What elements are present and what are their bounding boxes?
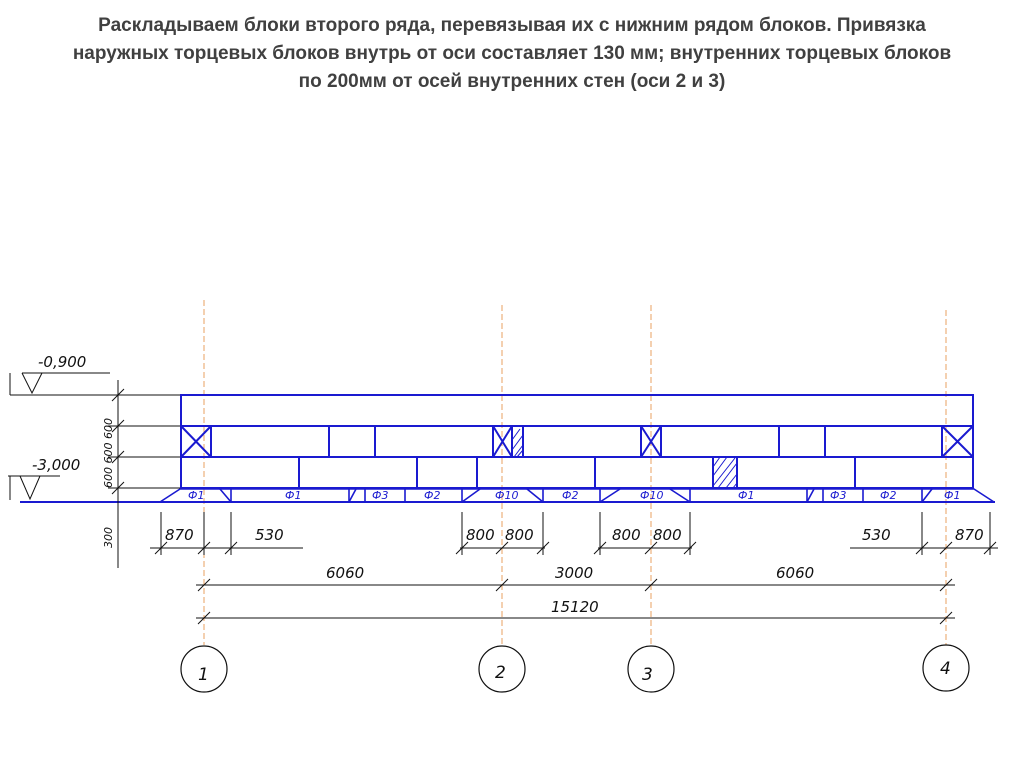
foundation-label: Ф1 <box>188 489 205 502</box>
dim-value: 6060 <box>326 564 365 582</box>
title-line-2: наружных торцевых блоков внутрь от оси составляет 130 мм; внутренних торцевых блоков <box>72 43 952 64</box>
foundation-label: Ф10 <box>640 489 664 502</box>
axis-lines <box>204 300 946 645</box>
hatched-infill-block <box>713 457 737 488</box>
foundation-label: Ф2 <box>424 489 441 502</box>
dim-value: 870 <box>165 526 194 544</box>
level-arrow-top <box>22 373 42 393</box>
hatched-infill-block <box>512 429 523 457</box>
title-line-3: по 200мм от осей внутренних стен (оси 2 и 3) <box>298 71 726 92</box>
foundation-label: Ф1 <box>738 489 755 502</box>
foundation-label: Ф10 <box>495 489 519 502</box>
axis-label-3: 3 <box>642 665 653 685</box>
title-line-1: Раскладываем блоки второго ряда, перевязывая их с нижним рядом блоков. Привязка <box>98 15 926 36</box>
dimension-values <box>165 526 984 616</box>
cushion-height-label: 300 <box>102 527 115 548</box>
axis-label-2: 2 <box>495 663 506 683</box>
level-arrow-bottom <box>20 476 40 499</box>
foundation-label: Ф1 <box>944 489 961 502</box>
level-top-label: -0,900 <box>38 353 87 371</box>
axis-label-4: 4 <box>940 659 951 679</box>
level-bottom-label: -3,000 <box>32 456 81 474</box>
dim-value: 800 <box>653 526 682 544</box>
foundation-label: Ф2 <box>880 489 897 502</box>
crossed-block-axis-1 <box>181 426 211 457</box>
foundation-label: Ф3 <box>372 489 389 502</box>
foundation-labels <box>188 489 960 502</box>
rows-height-label: 600 600 600 <box>102 418 115 488</box>
block-wall <box>181 395 973 488</box>
level-marks <box>8 373 180 500</box>
foundation-label: Ф2 <box>562 489 579 502</box>
crossed-block-axis-4 <box>942 426 973 457</box>
dim-value: 530 <box>862 526 891 544</box>
dim-value: 3000 <box>555 564 594 582</box>
dim-value: 800 <box>505 526 534 544</box>
foundation-label: Ф3 <box>830 489 847 502</box>
dim-value: 800 <box>612 526 641 544</box>
dim-total: 15120 <box>551 598 599 616</box>
dim-value: 530 <box>255 526 284 544</box>
axis-markers <box>181 645 969 692</box>
dim-value: 800 <box>466 526 495 544</box>
dim-value: 870 <box>955 526 984 544</box>
foundation-label: Ф1 <box>285 489 302 502</box>
axis-label-1: 1 <box>198 665 209 685</box>
dim-value: 6060 <box>776 564 815 582</box>
